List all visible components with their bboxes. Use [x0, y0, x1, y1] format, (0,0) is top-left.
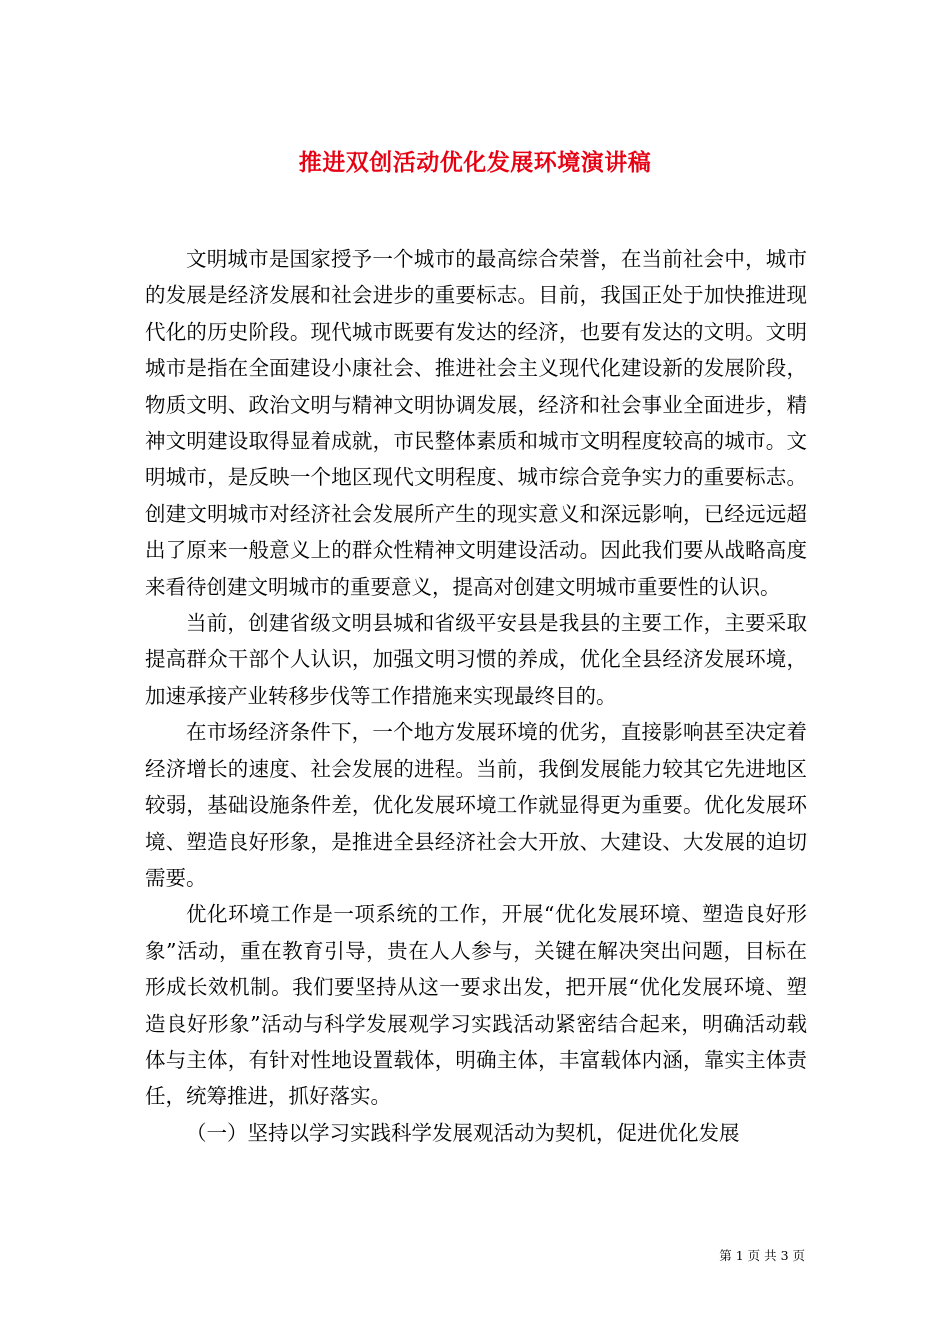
paragraph-4: 优化环境工作是一项系统的工作，开展“优化发展环境、塑造良好形象”活动，重在教育引导，贵在人人参与，关键在解决突出问题，目标在形成长效机制。我们要坚持从这一要求出发，把开展“优化发展环境、塑造良好形象”活动与科学发展观学习实践活动紧密结合起来，明确活动载体与主体，有针对性地设置载体，明确主体，丰富载体内涵，靠实主体责任，统筹推进，抓好落实。	[145, 902, 807, 1109]
paragraph-2: 当前，创建省级文明县城和省级平安县是我县的主要工作，主要采取提高群众干部个人认识，加强文明习惯的养成，优化全县经济发展环境，加速承接产业转移步伐等工作措施来实现最终目的。	[145, 611, 807, 708]
paragraph-1: 文明城市是国家授予一个城市的最高综合荣誉，在当前社会中，城市的发展是经济发展和社会进步的重要标志。目前，我国正处于加快推进现代化的历史阶段。现代城市既要有发达的经济，也要有发达的文明。文明城市是指在全面建设小康社会、推进社会主义现代化建设新的发展阶段，物质文明、政治文明与精神文明协调发展，经济和社会事业全面进步，精神文明建设取得显着成就，市民整体素质和城市文明程度较高的城市。文明城市，是反映一个地区现代文明程度、城市综合竞争实力的重要标志。创建文明城市对经济社会发展所产生的现实意义和深远影响，已经远远超出了原来一般意义上的群众性精神文明建设活动。因此我们要从战略高度来看待创建文明城市的重要意义，提高对创建文明城市重要性的认识。	[145, 247, 807, 599]
page-number-footer: 第 1 页 共 3 页	[719, 1248, 805, 1263]
document-body	[145, 241, 807, 1151]
paragraph-5: （一）坚持以学习实践科学发展观活动为契机，促进优化发展	[186, 1120, 740, 1145]
document-title: 推进双创活动优化发展环境演讲稿	[298, 149, 652, 177]
paragraph-3: 在市场经济条件下，一个地方发展环境的优劣，直接影响甚至决定着经济增长的速度、社会发展的进程。当前，我倒发展能力较其它先进地区较弱，基础设施条件差，优化发展环境工作就显得更为重要。优化发展环境、塑造良好形象，是推进全县经济社会大开放、大建设、大发展的迫切需要。	[145, 720, 807, 890]
